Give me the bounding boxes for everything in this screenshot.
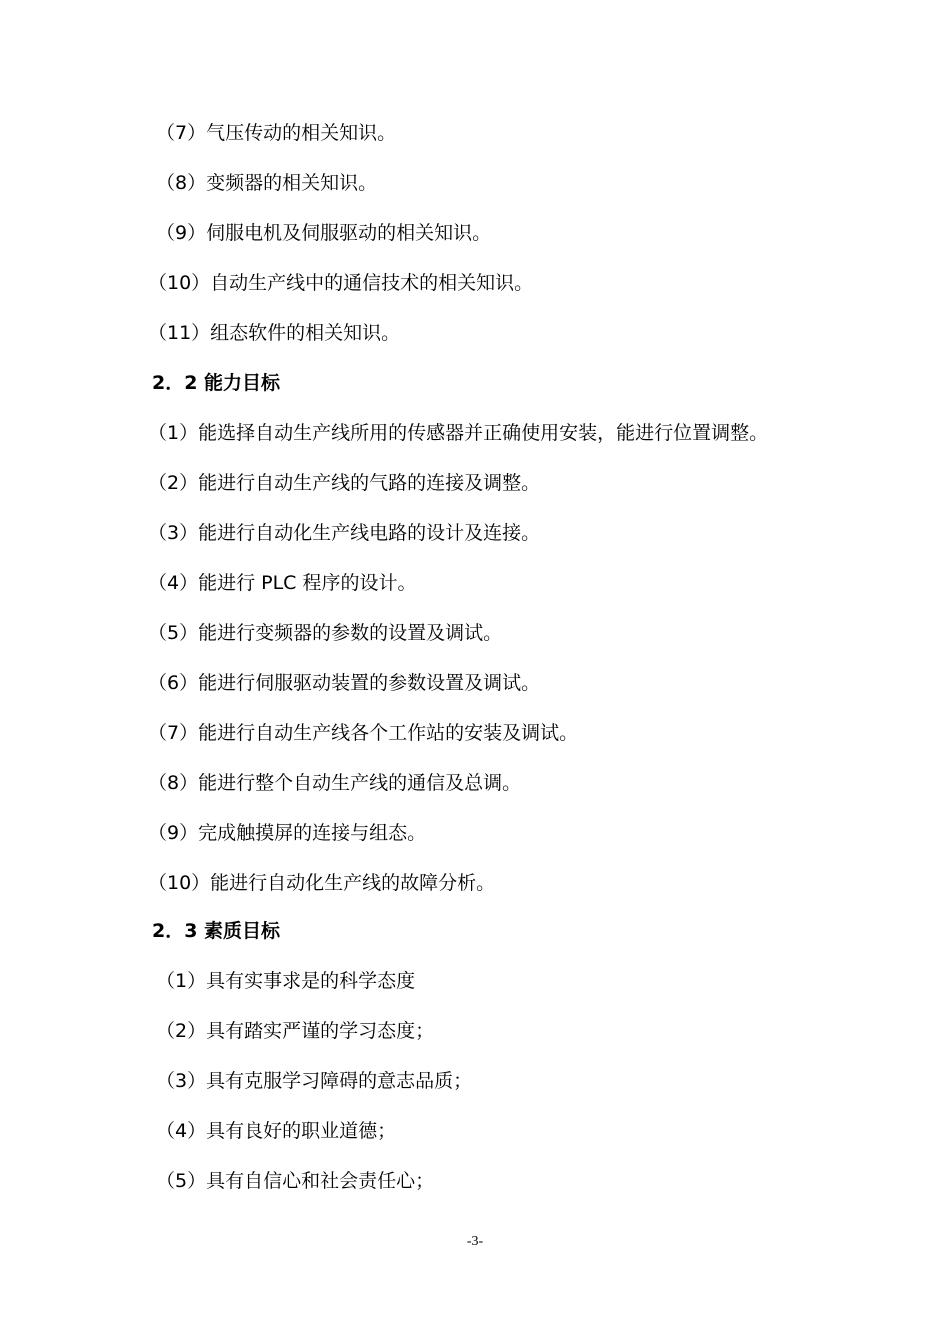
knowledge-item-11: （11）组态软件的相关知识。: [148, 322, 401, 344]
page-number: -3-: [466, 1234, 484, 1249]
quality-item-2: （2）具有踏实严谨的学习态度；: [156, 1020, 435, 1042]
ability-item-9: （9）完成触摸屏的连接与组态。: [148, 822, 427, 844]
quality-item-4: （4）具有良好的职业道德；: [156, 1120, 397, 1142]
quality-item-5: （5）具有自信心和社会责任心；: [156, 1170, 435, 1192]
ability-item-4: （4）能进行 PLC 程序的设计。: [148, 572, 417, 594]
quality-heading: 2．3 素质目标: [152, 920, 281, 942]
knowledge-item-10: （10）自动生产线中的通信技术的相关知识。: [148, 272, 534, 294]
ability-item-7: （7）能进行自动生产线各个工作站的安装及调试。: [148, 722, 579, 744]
ability-item-1: （1）能选择自动生产线所用的传感器并正确使用安装，能进行位置调整。: [148, 422, 769, 444]
ability-item-10: （10）能进行自动化生产线的故障分析。: [148, 872, 496, 894]
knowledge-item-8: （8）变频器的相关知识。: [156, 172, 378, 194]
quality-item-3: （3）具有克服学习障碍的意志品质；: [156, 1070, 473, 1092]
knowledge-item-9: （9）伺服电机及伺服驱动的相关知识。: [156, 222, 492, 244]
ability-item-8: （8）能进行整个自动生产线的通信及总调。: [148, 772, 522, 794]
ability-item-3: （3）能进行自动化生产线电路的设计及连接。: [148, 522, 541, 544]
ability-item-2: （2）能进行自动生产线的气路的连接及调整。: [148, 472, 541, 494]
ability-item-6: （6）能进行伺服驱动装置的参数设置及调试。: [148, 672, 541, 694]
knowledge-item-7: （7）气压传动的相关知识。: [156, 122, 397, 144]
ability-item-5: （5）能进行变频器的参数的设置及调试。: [148, 622, 503, 644]
quality-item-1: （1）具有实事求是的科学态度: [156, 970, 416, 992]
ability-heading: 2．2 能力目标: [152, 372, 281, 394]
